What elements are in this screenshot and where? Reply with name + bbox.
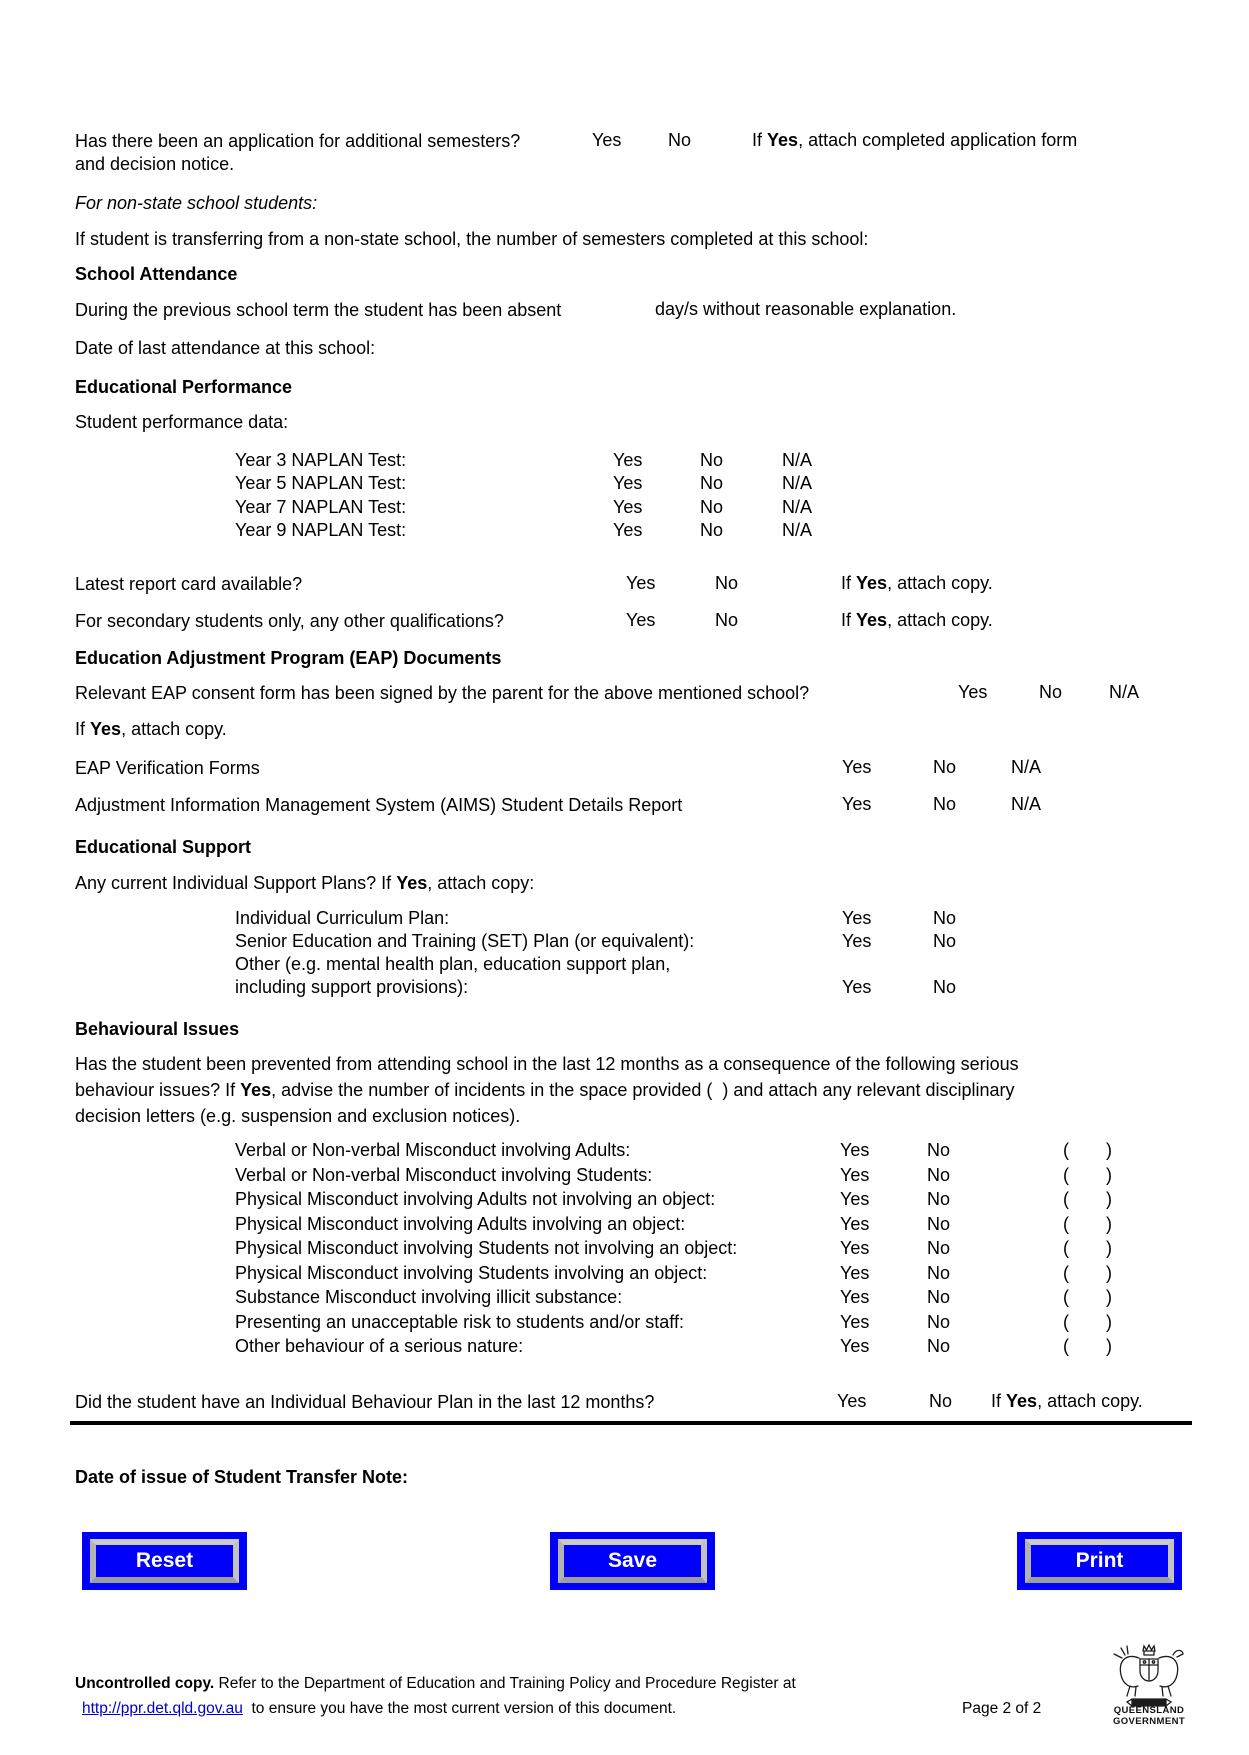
behaviour-row — [0, 1263, 1249, 1286]
no-option[interactable]: No — [933, 908, 957, 928]
yes-option[interactable]: Yes — [592, 130, 622, 150]
section-heading-performance: Educational Performance — [75, 377, 293, 397]
behaviour-row — [0, 1336, 1249, 1359]
no-option[interactable]: No — [700, 450, 724, 470]
row-label: Physical Misconduct involving Students involving an object: — [235, 1263, 708, 1283]
qld-gov-logo — [1094, 1641, 1204, 1727]
no-option[interactable]: No — [927, 1140, 951, 1160]
yes-option[interactable]: Yes — [613, 473, 643, 493]
no-option[interactable]: No — [927, 1312, 951, 1332]
row-label: Other behaviour of a serious nature: — [235, 1336, 524, 1356]
naplan-year3-row — [0, 450, 1249, 473]
footer-line2: http://ppr.det.qld.gov.au to ensure you have the most current version of this document. — [82, 1700, 677, 1717]
row-label: Senior Education and Training (SET) Plan (or equivalent): — [235, 931, 695, 951]
no-option[interactable]: No — [933, 794, 957, 814]
yes-option[interactable]: Yes — [842, 977, 872, 997]
no-option[interactable]: No — [927, 1214, 951, 1234]
logo-caption-line2: GOVERNMENT — [1112, 1716, 1186, 1727]
section-heading-behaviour: Behavioural Issues — [75, 1019, 240, 1039]
incident-count-field[interactable]: ( — [1063, 1189, 1069, 1209]
row-label: Year 9 NAPLAN Test: — [235, 520, 407, 540]
yes-option[interactable]: Yes — [837, 1391, 867, 1411]
behaviour-paragraph-line2: behaviour issues? If Yes, advise the number of incidents in the space provided ( ) and attach any relevant disciplinary — [75, 1080, 1015, 1100]
na-option[interactable]: N/A — [782, 473, 813, 493]
behaviour-row — [0, 1287, 1249, 1310]
yes-option[interactable]: Yes — [840, 1214, 870, 1234]
behaviour-paragraph-line3: decision letters (e.g. suspension and exclusion notices). — [75, 1106, 521, 1126]
na-option[interactable]: N/A — [782, 450, 813, 470]
row-label: Presenting an unacceptable risk to students and/or staff: — [235, 1312, 684, 1332]
yes-option[interactable]: Yes — [840, 1287, 870, 1307]
logo-caption-line1: QUEENSLAND — [1113, 1705, 1185, 1716]
row-label: including support provisions): — [235, 977, 469, 997]
na-option[interactable]: N/A — [782, 497, 813, 517]
no-option[interactable]: No — [927, 1238, 951, 1258]
save-button-label: Save — [558, 1539, 707, 1583]
absent-text: During the previous school term the student has been absent — [75, 300, 562, 320]
yes-option[interactable]: Yes — [840, 1189, 870, 1209]
incident-count-field-close[interactable]: ) — [1106, 1336, 1112, 1356]
eap-consent-row — [0, 682, 1249, 705]
if-yes-note: If Yes, attach copy. — [841, 573, 993, 593]
no-option[interactable]: No — [927, 1165, 951, 1185]
yes-option[interactable]: Yes — [626, 610, 656, 630]
naplan-year9-row — [0, 520, 1249, 543]
incident-count-field-close[interactable]: ) — [1106, 1238, 1112, 1258]
na-option[interactable]: N/A — [1011, 757, 1042, 777]
row-label: Verbal or Non-verbal Misconduct involving Adults: — [235, 1140, 631, 1160]
row-label: For secondary students only, any other qualifications? — [75, 611, 504, 631]
question-text: Has there been an application for additional semesters? — [75, 131, 521, 151]
performance-intro: Student performance data: — [75, 412, 289, 432]
secondary-qualifications-row — [0, 610, 1249, 633]
yes-option[interactable]: Yes — [840, 1238, 870, 1258]
no-option[interactable]: No — [933, 931, 957, 951]
row-label: Did the student have an Individual Behaviour Plan in the last 12 months? — [75, 1392, 655, 1412]
behaviour-row — [0, 1189, 1249, 1212]
question-additional-semesters-row — [0, 130, 1249, 153]
incident-count-field[interactable]: ( — [1063, 1140, 1069, 1160]
if-yes-note: If Yes, attach copy. — [841, 610, 993, 630]
yes-option[interactable]: Yes — [840, 1336, 870, 1356]
eap-verification-row — [0, 757, 1249, 780]
transferring-question: If student is transferring from a non-state school, the number of semesters completed at this school: — [75, 229, 869, 249]
incident-count-field-close[interactable]: ) — [1106, 1312, 1112, 1332]
section-divider — [70, 1421, 1192, 1425]
no-option[interactable]: No — [700, 473, 724, 493]
icp-row — [0, 908, 1249, 931]
naplan-year7-row — [0, 497, 1249, 520]
row-label: Year 3 NAPLAN Test: — [235, 450, 407, 470]
incident-count-field-close[interactable]: ) — [1106, 1214, 1112, 1234]
incident-count-field[interactable]: ( — [1063, 1287, 1069, 1307]
yes-option[interactable]: Yes — [626, 573, 656, 593]
ibp-question-row — [0, 1391, 1249, 1414]
yes-option[interactable]: Yes — [613, 497, 643, 517]
if-yes-note: If Yes, attach copy. — [75, 719, 227, 739]
no-option[interactable]: No — [927, 1287, 951, 1307]
page-indicator: Page 2 of 2 — [962, 1700, 1042, 1717]
incident-count-field-close[interactable]: ) — [1106, 1189, 1112, 1209]
na-option[interactable]: N/A — [782, 520, 813, 540]
behaviour-paragraph-line1: Has the student been prevented from attending school in the last 12 months as a consequence of the following serious — [75, 1054, 1019, 1074]
row-label: Individual Curriculum Plan: — [235, 908, 450, 928]
behaviour-row — [0, 1214, 1249, 1237]
no-option[interactable]: No — [927, 1263, 951, 1283]
if-yes-note: If Yes, attach copy. — [991, 1391, 1143, 1411]
absent-text-post: day/s without reasonable explanation. — [655, 299, 957, 319]
no-option[interactable]: No — [927, 1189, 951, 1209]
incident-count-field[interactable]: ( — [1063, 1214, 1069, 1234]
naplan-year5-row — [0, 473, 1249, 496]
print-button-label: Print — [1025, 1539, 1174, 1583]
row-label: Latest report card available? — [75, 574, 303, 594]
row-label: Other (e.g. mental health plan, education support plan, — [235, 954, 671, 974]
yes-option[interactable]: Yes — [958, 682, 988, 702]
non-state-note: For non-state school students: — [75, 193, 318, 213]
no-option[interactable]: No — [715, 573, 739, 593]
save-button[interactable] — [550, 1532, 715, 1590]
no-option[interactable]: No — [933, 977, 957, 997]
incident-count-field[interactable]: ( — [1063, 1336, 1069, 1356]
row-label: Physical Misconduct involving Adults not involving an object: — [235, 1189, 716, 1209]
question-text-line2: and decision notice. — [75, 154, 235, 174]
no-option[interactable]: No — [715, 610, 739, 630]
incident-count-field[interactable]: ( — [1063, 1238, 1069, 1258]
na-option[interactable]: N/A — [1011, 794, 1042, 814]
yes-option[interactable]: Yes — [842, 931, 872, 951]
row-label: Substance Misconduct involving illicit substance: — [235, 1287, 623, 1307]
yes-option[interactable]: Yes — [840, 1165, 870, 1185]
row-label: Year 7 NAPLAN Test: — [235, 497, 407, 517]
reset-button-label: Reset — [90, 1539, 239, 1583]
row-label: Year 5 NAPLAN Test: — [235, 473, 407, 493]
row-label: Physical Misconduct involving Adults involving an object: — [235, 1214, 686, 1234]
incident-count-field[interactable]: ( — [1063, 1312, 1069, 1332]
no-option[interactable]: No — [933, 757, 957, 777]
yes-option[interactable]: Yes — [613, 450, 643, 470]
last-attendance-label: Date of last attendance at this school: — [75, 338, 376, 358]
yes-option[interactable]: Yes — [840, 1263, 870, 1283]
reset-button[interactable] — [82, 1532, 247, 1590]
row-label: Adjustment Information Management System (AIMS) Student Details Report — [75, 795, 683, 815]
no-option[interactable]: No — [927, 1336, 951, 1356]
behaviour-row — [0, 1312, 1249, 1335]
incident-count-field-close[interactable]: ) — [1106, 1165, 1112, 1185]
absent-days-row — [0, 299, 1249, 322]
incident-count-field[interactable]: ( — [1063, 1165, 1069, 1185]
no-option[interactable]: No — [700, 497, 724, 517]
behaviour-row — [0, 1165, 1249, 1188]
behaviour-row — [0, 1140, 1249, 1163]
yes-option[interactable]: Yes — [840, 1140, 870, 1160]
other-plan-row-line2 — [0, 977, 1249, 1000]
footer-line1: Uncontrolled copy. Refer to the Department of Education and Training Policy and Procedure Register at — [75, 1675, 796, 1692]
no-option[interactable]: No — [929, 1391, 953, 1411]
no-option[interactable]: No — [668, 130, 692, 150]
report-card-row — [0, 573, 1249, 596]
aims-report-row — [0, 794, 1249, 817]
na-option[interactable]: N/A — [1109, 682, 1140, 702]
incident-count-field-close[interactable]: ) — [1106, 1287, 1112, 1307]
set-plan-row — [0, 931, 1249, 954]
support-intro: Any current Individual Support Plans? If Yes, attach copy: — [75, 873, 535, 893]
issue-date-label: Date of issue of Student Transfer Note: — [75, 1467, 409, 1487]
yes-option[interactable]: Yes — [842, 794, 872, 814]
section-heading-attendance: School Attendance — [75, 264, 238, 284]
if-yes-note: If Yes, attach completed application form — [752, 130, 1078, 150]
incident-count-field-close[interactable]: ) — [1106, 1140, 1112, 1160]
print-button[interactable] — [1017, 1532, 1182, 1590]
section-heading-support: Educational Support — [75, 837, 252, 857]
row-label: Physical Misconduct involving Students not involving an object: — [235, 1238, 738, 1258]
section-heading-eap: Education Adjustment Program (EAP) Documents — [75, 648, 502, 668]
no-option[interactable]: No — [700, 520, 724, 540]
behaviour-row — [0, 1238, 1249, 1261]
yes-option[interactable]: Yes — [840, 1312, 870, 1332]
incident-count-field-close[interactable]: ) — [1106, 1263, 1112, 1283]
row-label: Relevant EAP consent form has been signed by the parent for the above mentioned school? — [75, 683, 810, 703]
yes-option[interactable]: Yes — [842, 757, 872, 777]
row-label: Verbal or Non-verbal Misconduct involving Students: — [235, 1165, 653, 1185]
ppr-link[interactable]: http://ppr.det.qld.gov.au — [82, 1700, 243, 1717]
no-option[interactable]: No — [1039, 682, 1063, 702]
other-plan-row-line1 — [0, 954, 1249, 977]
yes-option[interactable]: Yes — [613, 520, 643, 540]
yes-option[interactable]: Yes — [842, 908, 872, 928]
row-label: EAP Verification Forms — [75, 758, 260, 778]
incident-count-field[interactable]: ( — [1063, 1263, 1069, 1283]
